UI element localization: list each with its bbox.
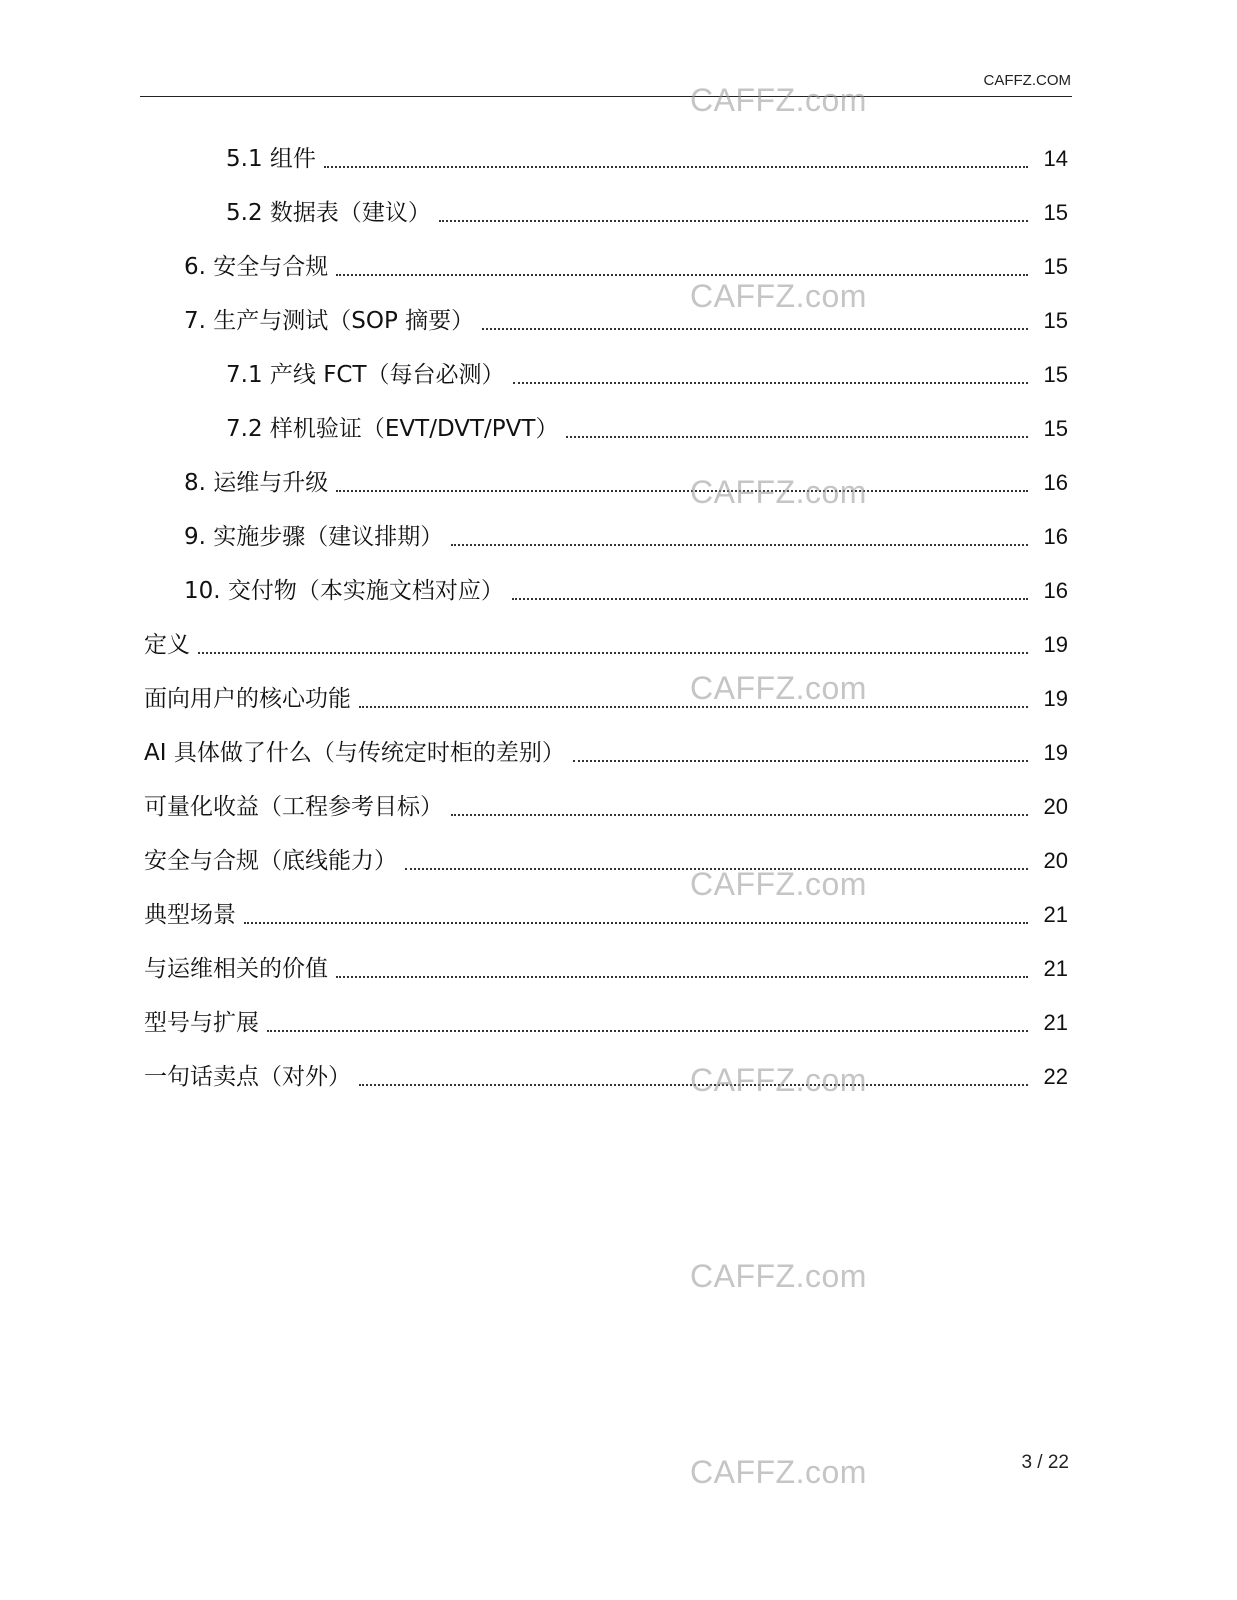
toc-entry-page: 21 [1043,1010,1068,1035]
toc-entry[interactable] [0,672,1068,726]
toc-entry[interactable] [0,132,1068,186]
toc-entry-page: 21 [1043,902,1068,927]
toc-entry[interactable] [0,888,1068,942]
toc-dot-leader [439,200,1028,222]
toc-entry[interactable] [0,510,1068,564]
toc-entry-page: 22 [1043,1064,1068,1089]
toc-entry[interactable] [0,348,1068,402]
toc-entry-title: 与运维相关的价值 [144,956,328,982]
toc-entry-title: 典型场景 [144,902,236,928]
toc-entry-page: 15 [1043,308,1068,333]
toc-entry-page: 20 [1043,794,1068,819]
toc-entry-page: 15 [1043,416,1068,441]
toc-entry-page: 19 [1043,686,1068,711]
toc-entry[interactable] [0,456,1068,510]
toc-entry[interactable] [0,780,1068,834]
toc-entry-title: 7.2 样机验证（EVT/DVT/PVT） [226,416,559,442]
toc-entry-title: 定义 [144,632,190,658]
toc-entry-title: 5.2 数据表（建议） [226,200,431,226]
toc-dot-leader [451,524,1028,546]
toc-entry[interactable] [0,834,1068,888]
toc-entry-title: AI 具体做了什么（与传统定时柜的差别） [144,740,565,766]
toc-dot-leader [324,146,1028,168]
toc-entry-title: 7.1 产线 FCT（每台必测） [226,362,505,388]
toc-dot-leader [336,956,1028,978]
toc-dot-leader [244,902,1028,924]
watermark: CAFFZ.com [690,278,867,314]
toc-dot-leader [573,740,1028,762]
toc-entry-page: 19 [1043,632,1068,657]
site-label: CAFFZ.COM [983,72,1071,89]
watermark: CAFFZ.com [690,1062,867,1098]
toc-entry[interactable] [0,942,1068,996]
toc-entry-page: 16 [1043,578,1068,603]
toc-entry-title: 9. 实施步骤（建议排期） [184,524,444,550]
toc-dot-leader [336,470,1028,492]
toc-entry-page: 16 [1043,524,1068,549]
toc-entry-title: 面向用户的核心功能 [144,686,351,712]
toc-entry-page: 16 [1043,470,1068,495]
toc-entry-page: 15 [1043,200,1068,225]
toc-entry[interactable] [0,996,1068,1050]
toc-entry[interactable] [0,564,1068,618]
toc-dot-leader [451,794,1028,816]
toc-entry[interactable] [0,294,1068,348]
watermark: CAFFZ.com [690,1454,867,1490]
toc-entry-title: 型号与扩展 [144,1010,259,1036]
toc-entry-title: 5.1 组件 [226,146,316,172]
toc-entry-page: 15 [1043,254,1068,279]
toc-entry[interactable] [0,402,1068,456]
toc-entry[interactable] [0,186,1068,240]
watermark: CAFFZ.com [690,474,867,510]
toc-entry-title: 一句话卖点（对外） [144,1064,351,1090]
toc-dot-leader [512,578,1028,600]
toc-entry-page: 14 [1043,146,1068,171]
toc-entry-title: 可量化收益（工程参考目标） [144,794,443,820]
toc-entry-title: 安全与合规（底线能力） [144,848,397,874]
toc-dot-leader [566,416,1028,438]
watermark: CAFFZ.com [690,866,867,902]
toc-entry[interactable] [0,1050,1068,1104]
toc-dot-leader [267,1010,1028,1032]
page-number: 3 / 22 [1021,1452,1069,1473]
toc-entry-page: 21 [1043,956,1068,981]
toc-dot-leader [198,632,1028,654]
toc-dot-leader [336,254,1028,276]
header-divider [140,96,1072,97]
watermark: CAFFZ.com [690,1258,867,1294]
toc-entry-title: 8. 运维与升级 [184,470,329,496]
toc-entry-page: 20 [1043,848,1068,873]
watermark: CAFFZ.com [690,82,867,118]
toc-entry-title: 6. 安全与合规 [184,254,329,280]
watermark: CAFFZ.com [690,670,867,706]
toc-entry[interactable] [0,726,1068,780]
toc-dot-leader [513,362,1028,384]
toc-entry-title: 7. 生产与测试（SOP 摘要） [184,308,475,334]
toc-entry[interactable] [0,240,1068,294]
toc-entry-page: 15 [1043,362,1068,387]
toc-entry-page: 19 [1043,740,1068,765]
toc-entry-title: 10. 交付物（本实施文档对应） [184,578,504,604]
toc-entry[interactable] [0,618,1068,672]
